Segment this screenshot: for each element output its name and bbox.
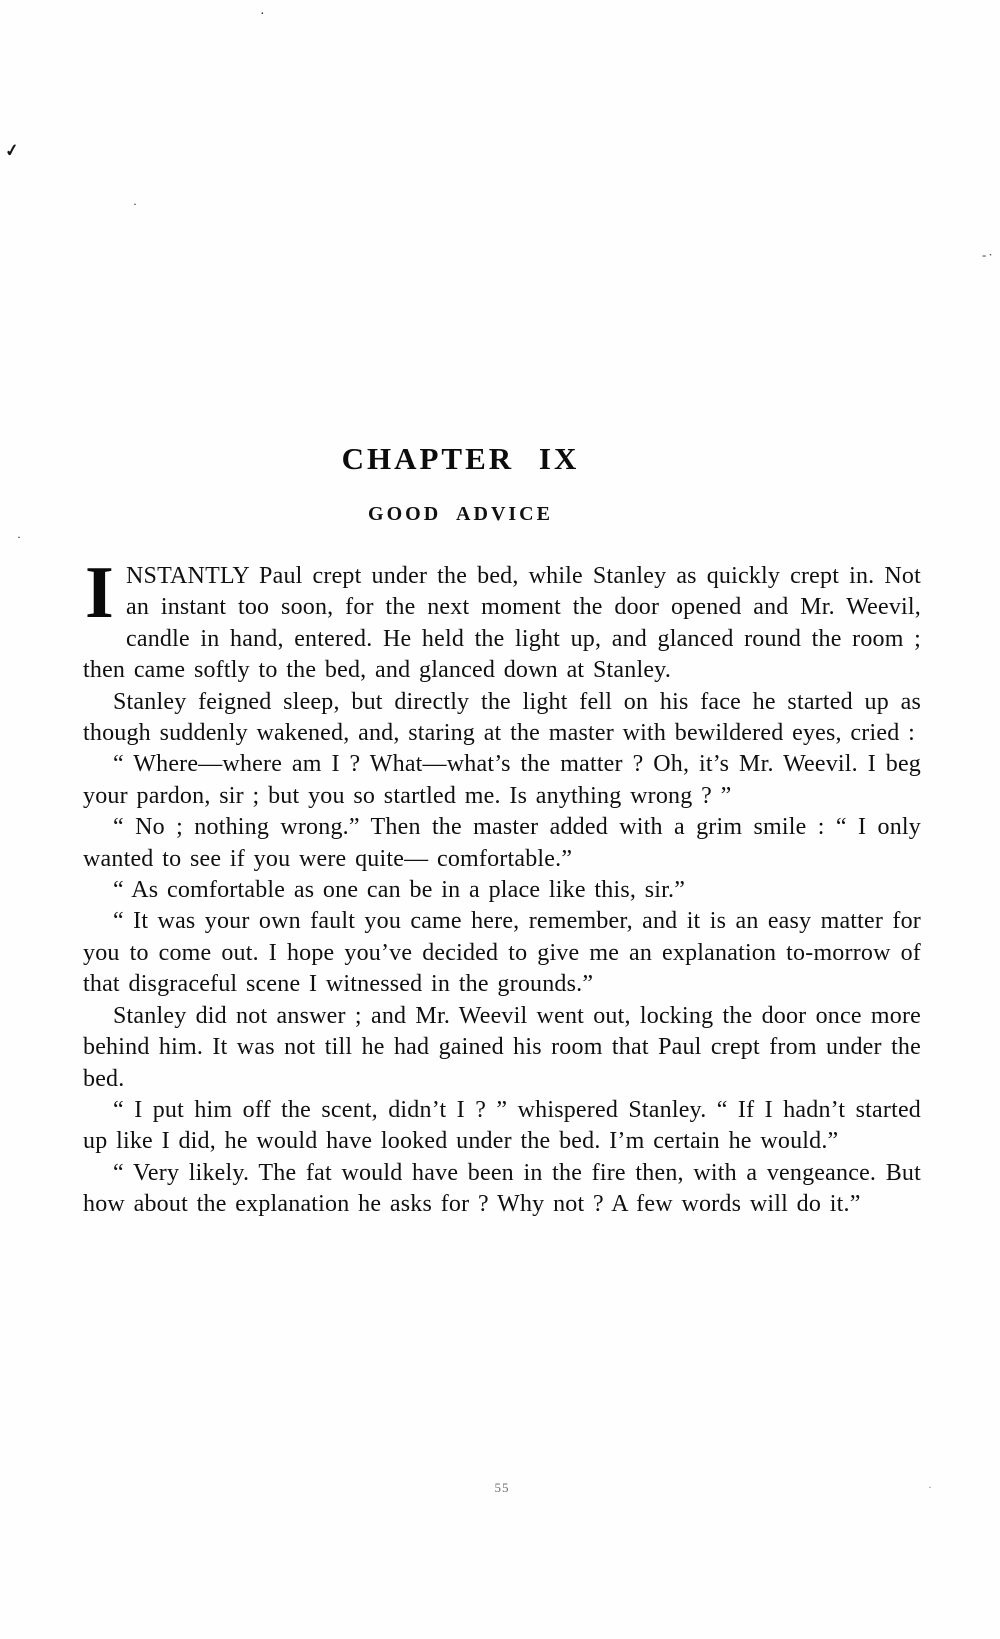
paragraph: “ As comfortable as one can be in a place like this, sir.” [113,877,686,904]
paragraph: “ I put him off the scent, didn’t I ? ” whispered Stanley. “ If I hadn’t started up like I did, he would have looked under the bed. I’m certain he would.” [83,1096,921,1155]
scan-speck-icon: · [133,197,137,211]
paragraph [83,552,921,687]
paragraph: “ Very likely. The fat would have been in the fire then, with a vengeance. But how about the explanation he asks for ? Why not ? A few words will do it.” [83,1159,921,1218]
dropcap-letter: I [85,552,114,634]
scan-speck-icon: · [17,530,21,544]
paragraph: “ Where—where am I ? What—what’s the matter ? Oh, it’s Mr. Weevil. I beg your pardon, sir ; but you so startled me. Is anything wrong ? ” [83,751,921,809]
paragraph-text: NSTANTLY Paul crept under the bed, while Stanley as quickly crept in. Not an instant too soon, for the next moment the door opened and Mr. Weevil, candle in hand, entered. He held the light up, and glanced round the room ; then came softly to the bed, and glanced down at Stanley. [83,563,921,684]
scan-speck-icon: · [260,7,265,22]
chapter-subtitle: GOOD ADVICE [368,503,553,525]
paragraph: “ It was your own fault you came here, remember, and it is an easy matter for you to come out. I hope you’ve decided to give me an explanation to-morrow of that disgraceful scene I witnessed in the grounds.” [83,908,921,998]
paragraph: Stanley did not answer ; and Mr. Weevil went out, locking the door once more behind him. It was not till he had gained his room that Paul crept from under the bed. [83,1002,921,1092]
paragraph: Stanley feigned sleep, but directly the light fell on his face he started up as though suddenly wakened, and, staring at the master with bewildered eyes, cried : [83,688,921,747]
page-number: 55 [494,1480,510,1495]
chapter-heading: CHAPTER IX [341,441,580,476]
page-body [83,552,921,1221]
scan-speck-icon: -· [982,247,995,262]
paragraph: “ No ; nothing wrong.” Then the master added with a grim smile : “ I only wanted to see if you were quite— comfortable.” [83,814,921,872]
scan-speck-icon: · [928,1480,932,1494]
pen-mark-icon: ✓ [3,140,21,161]
